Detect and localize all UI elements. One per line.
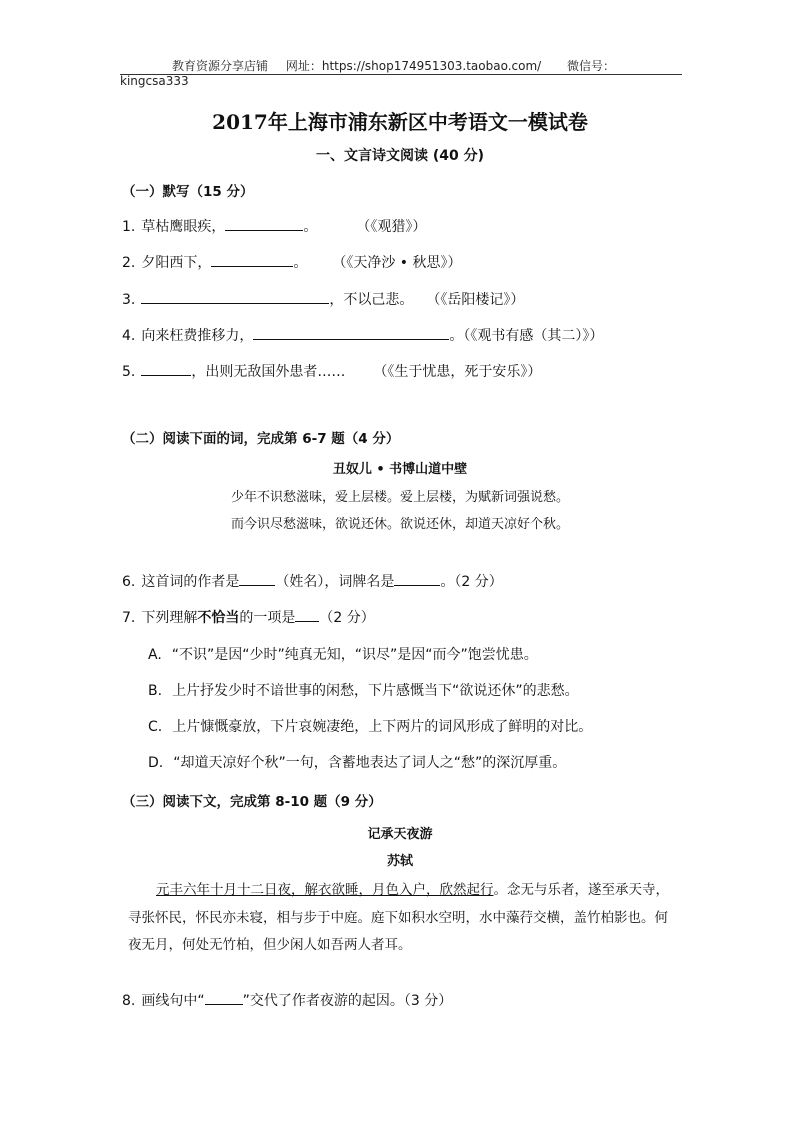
option-d[interactable] (148, 752, 566, 772)
page-title: 2017年上海市浦东新区中考语文一模试卷 (212, 110, 588, 134)
source-reference: （《岳阳楼记》） (433, 292, 525, 308)
source-reference: （《生于忧患，死于安乐》） (373, 364, 542, 380)
question-text: 向来枉费推移力， (141, 328, 254, 344)
section-heading-1: （一）默写（15 分） (122, 184, 254, 200)
essay-line-3: 夜无月，何处无竹柏，但少闲人如吾两人者耳。 (128, 937, 412, 953)
option-text: 上片慷慨豪放，下片哀婉凄绝，上下两片的词风形成了鲜明的对比。 (172, 719, 593, 735)
question-text: 下列理解 (141, 610, 198, 626)
essay-title: 记承天夜游 (367, 827, 433, 842)
page-header (120, 57, 682, 88)
question-text: 这首词的作者是 (141, 574, 240, 590)
poem-line-2: 而今识尽愁滋味，欲说还休。欲说还休，却道天凉好个秋。 (230, 517, 569, 532)
essay-line-1 (128, 878, 669, 898)
source-reference: （《观猎》） (363, 219, 427, 235)
shop-name: 教育资源分享店铺 (172, 59, 269, 73)
source-reference: （《天净沙 • 秋思》） (339, 255, 462, 271)
wechat-label: 微信号： (567, 59, 616, 73)
question-number: 3. (122, 292, 136, 308)
url-label: 网址： (285, 59, 322, 73)
option-letter: D. (148, 755, 164, 771)
part-heading: 一、文言诗文阅读 (40 分) (315, 148, 485, 164)
question-text: 。 (303, 219, 318, 235)
question-text: 。 (449, 328, 464, 344)
question-4 (122, 325, 603, 345)
option-c[interactable] (148, 716, 592, 736)
question-6 (122, 571, 503, 591)
question-text: 草枯鹰眼疾， (141, 219, 226, 235)
question-7 (122, 607, 375, 627)
question-text: ”交代了作者夜游的起因。（3 分） (242, 993, 453, 1009)
question-1 (122, 216, 426, 236)
option-letter: C. (148, 719, 163, 735)
essay-text: 。念无与乐者，遂至承天寺， (493, 882, 669, 898)
answer-blank[interactable] (211, 252, 293, 267)
essay-line-2: 寻张怀民，怀民亦未寝，相与步于中庭。庭下如积水空明，水中藻荇交横，盖竹柏影也。何 (128, 910, 668, 926)
question-text: 夕阳西下， (141, 255, 212, 271)
section-heading-2: （二）阅读下面的词，完成第 6-7 题（4 分） (122, 431, 400, 447)
option-letter: B. (148, 683, 163, 699)
question-text: 。（2 分） (440, 574, 503, 590)
question-number: 5. (122, 364, 136, 380)
question-text: ，不以己悲。 (329, 292, 414, 308)
question-number: 6. (122, 574, 136, 590)
question-8 (122, 990, 452, 1010)
option-b[interactable] (148, 680, 579, 700)
underlined-sentence: 元丰六年十月十二日夜，解衣欲睡，月色入户，欣然起行 (156, 882, 494, 898)
essay-author: 苏轼 (386, 854, 413, 869)
header-divider (120, 74, 682, 75)
question-number: 1. (122, 219, 136, 235)
answer-blank[interactable] (239, 571, 275, 586)
shop-url[interactable]: https://shop174951303.taobao.com/ (321, 59, 542, 73)
section-heading-3: （三）阅读下文，完成第 8-10 题（9 分） (122, 794, 382, 810)
question-number: 7. (122, 610, 136, 626)
answer-blank[interactable] (205, 990, 243, 1005)
question-number: 8. (122, 993, 136, 1009)
question-text: （姓名），词牌名是 (275, 574, 395, 590)
answer-blank[interactable] (141, 361, 191, 376)
poem-title: 丑奴儿 • 书博山道中壁 (332, 462, 468, 477)
answer-blank[interactable] (141, 289, 329, 304)
option-text: 上片抒发少时不谙世事的闲愁，下片感慨当下“欲说还休”的悲愁。 (172, 683, 579, 699)
option-a[interactable] (148, 644, 538, 664)
answer-blank[interactable] (253, 325, 449, 340)
question-2 (122, 252, 462, 272)
option-letter: A. (148, 647, 162, 663)
question-text: 。 (293, 255, 308, 271)
question-text: （2 分） (319, 610, 375, 626)
question-number: 2. (122, 255, 136, 271)
question-5 (122, 361, 541, 381)
answer-blank[interactable] (394, 571, 440, 586)
option-text: “却道天凉好个秋”一句，含蓄地表达了词人之“愁”的深沉厚重。 (173, 755, 567, 771)
answer-blank[interactable] (295, 607, 319, 622)
question-text: 画线句中“ (141, 993, 205, 1009)
question-text: 的一项是 (239, 610, 296, 626)
poem-line-1: 少年不识愁滋味，爱上层楼。爱上层楼，为赋新词强说愁。 (230, 490, 569, 505)
question-3 (122, 289, 524, 309)
emphasis-text: 不恰当 (197, 610, 240, 626)
answer-blank[interactable] (225, 216, 303, 231)
question-text: ，出则无敌国外患者…… (191, 364, 346, 380)
source-reference: （《观书有感（其二）》） (463, 328, 604, 344)
question-number: 4. (122, 328, 136, 344)
wechat-id: kingcsa333 (120, 74, 189, 88)
option-text: “不识”是因“少时”纯真无知，“识尽”是因“而今”饱尝忧患。 (171, 647, 538, 663)
